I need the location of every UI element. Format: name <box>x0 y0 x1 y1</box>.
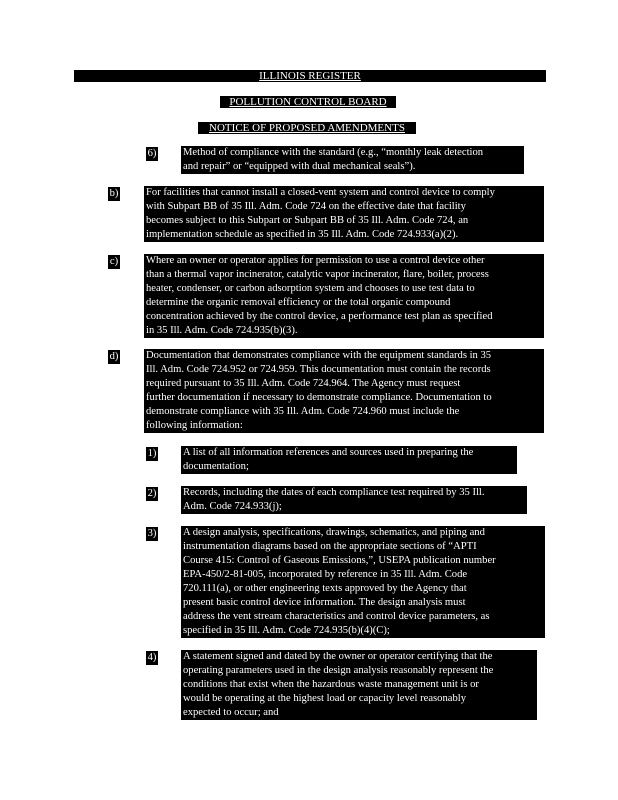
item-marker-1: 1) <box>147 448 157 459</box>
item-c-line: concentration achieved by the control device, a performance test plan as specified <box>146 311 493 322</box>
item-4-line: would be operating at the highest load or capacity level reasonably <box>183 693 466 704</box>
item-1-line: A list of all information references and sources used in preparing the <box>183 447 474 458</box>
item-4-line: A statement signed and dated by the owner or operator certifying that the <box>183 651 493 662</box>
item-b-line: with Subpart BB of 35 Ill. Adm. Code 724 on the effective date that facility <box>146 201 466 212</box>
item-marker-c: c) <box>109 256 119 267</box>
item-4-line: expected to occur; and <box>183 707 279 718</box>
item-d-line: required pursuant to 35 Ill. Adm. Code 724.964. The Agency must request <box>146 378 461 389</box>
item-1-text <box>181 446 517 474</box>
item-6-line: Method of compliance with the standard (e.g., “monthly leak detection <box>183 147 484 158</box>
item-marker-4: 4) <box>147 652 157 663</box>
item-marker-b: b) <box>109 188 119 199</box>
item-6-text <box>181 146 524 174</box>
notice-title: NOTICE OF PROPOSED AMENDMENTS <box>198 122 416 134</box>
item-marker-2: 2) <box>147 488 157 499</box>
item-2-text <box>181 486 527 514</box>
item-3-line: instrumentation diagrams based on the appropriate sections of “APTI <box>183 541 477 552</box>
item-c-line: than a thermal vapor incinerator, catalytic vapor incinerator, flare, boiler, process <box>146 269 489 280</box>
item-marker-3: 3) <box>147 528 157 539</box>
item-3-text <box>181 526 545 638</box>
item-3-line: Course 415: Control of Gaseous Emissions,”, USEPA publication number <box>183 555 496 566</box>
item-c-line: in 35 Ill. Adm. Code 724.935(b)(3). <box>146 325 298 336</box>
item-b-text <box>144 186 544 242</box>
item-d-line: demonstrate compliance with 35 Ill. Adm. Code 724.960 must include the <box>146 406 460 417</box>
item-3-line: present basic control device information. The design analysis must <box>183 597 466 608</box>
item-3-line: address the vent stream characteristics and control device parameters, as <box>183 611 490 622</box>
item-b-line: For facilities that cannot install a closed-vent system and control device to comply <box>146 187 495 198</box>
item-marker-d: d) <box>109 351 119 362</box>
item-c-line: determine the organic removal efficiency or the total organic compound <box>146 297 451 308</box>
item-1-line: documentation; <box>183 461 249 472</box>
item-4-text <box>181 650 537 720</box>
item-marker-6: 6) <box>147 148 157 159</box>
item-2-line: Records, including the dates of each compliance test required by 35 Ill. <box>183 487 485 498</box>
item-2-line: Adm. Code 724.933(j); <box>183 501 282 512</box>
item-d-line: following information: <box>146 420 243 431</box>
item-b-line: implementation schedule as specified in 35 Ill. Adm. Code 724.933(a)(2). <box>146 229 459 240</box>
item-3-line: EPA-450/2-81-005, incorporated by reference in 35 Ill. Adm. Code <box>183 569 468 580</box>
item-3-line: A design analysis, specifications, drawings, schematics, and piping and <box>183 527 485 538</box>
item-d-line: Ill. Adm. Code 724.952 or 724.959. This documentation must contain the records <box>146 364 491 375</box>
item-c-text <box>144 254 544 338</box>
item-c-line: heater, condenser, or carbon adsorption system and chooses to use test data to <box>146 283 475 294</box>
item-3-line: specified in 35 Ill. Adm. Code 724.935(b)(4)(C); <box>183 625 390 636</box>
item-b-line: becomes subject to this Subpart or Subpart BB of 35 Ill. Adm. Code 724, an <box>146 215 469 226</box>
item-c-line: Where an owner or operator applies for permission to use a control device other <box>146 255 485 266</box>
item-6-line: and repair” or “equipped with dual mechanical seals”). <box>183 161 416 172</box>
item-d-line: Documentation that demonstrates compliance with the equipment standards in 35 <box>146 350 492 361</box>
register-title: ILLINOIS REGISTER <box>74 70 546 82</box>
item-4-line: operating parameters used in the design analysis reasonably represent the <box>183 665 494 676</box>
item-d-text <box>144 349 544 433</box>
item-3-line: 720.111(a), or other engineering texts approved by the Agency that <box>183 583 467 594</box>
board-title: POLLUTION CONTROL BOARD <box>220 96 396 108</box>
item-d-line: further documentation if necessary to demonstrate compliance. Documentation to <box>146 392 492 403</box>
item-4-line: conditions that exist when the hazardous waste management unit is or <box>183 679 479 690</box>
